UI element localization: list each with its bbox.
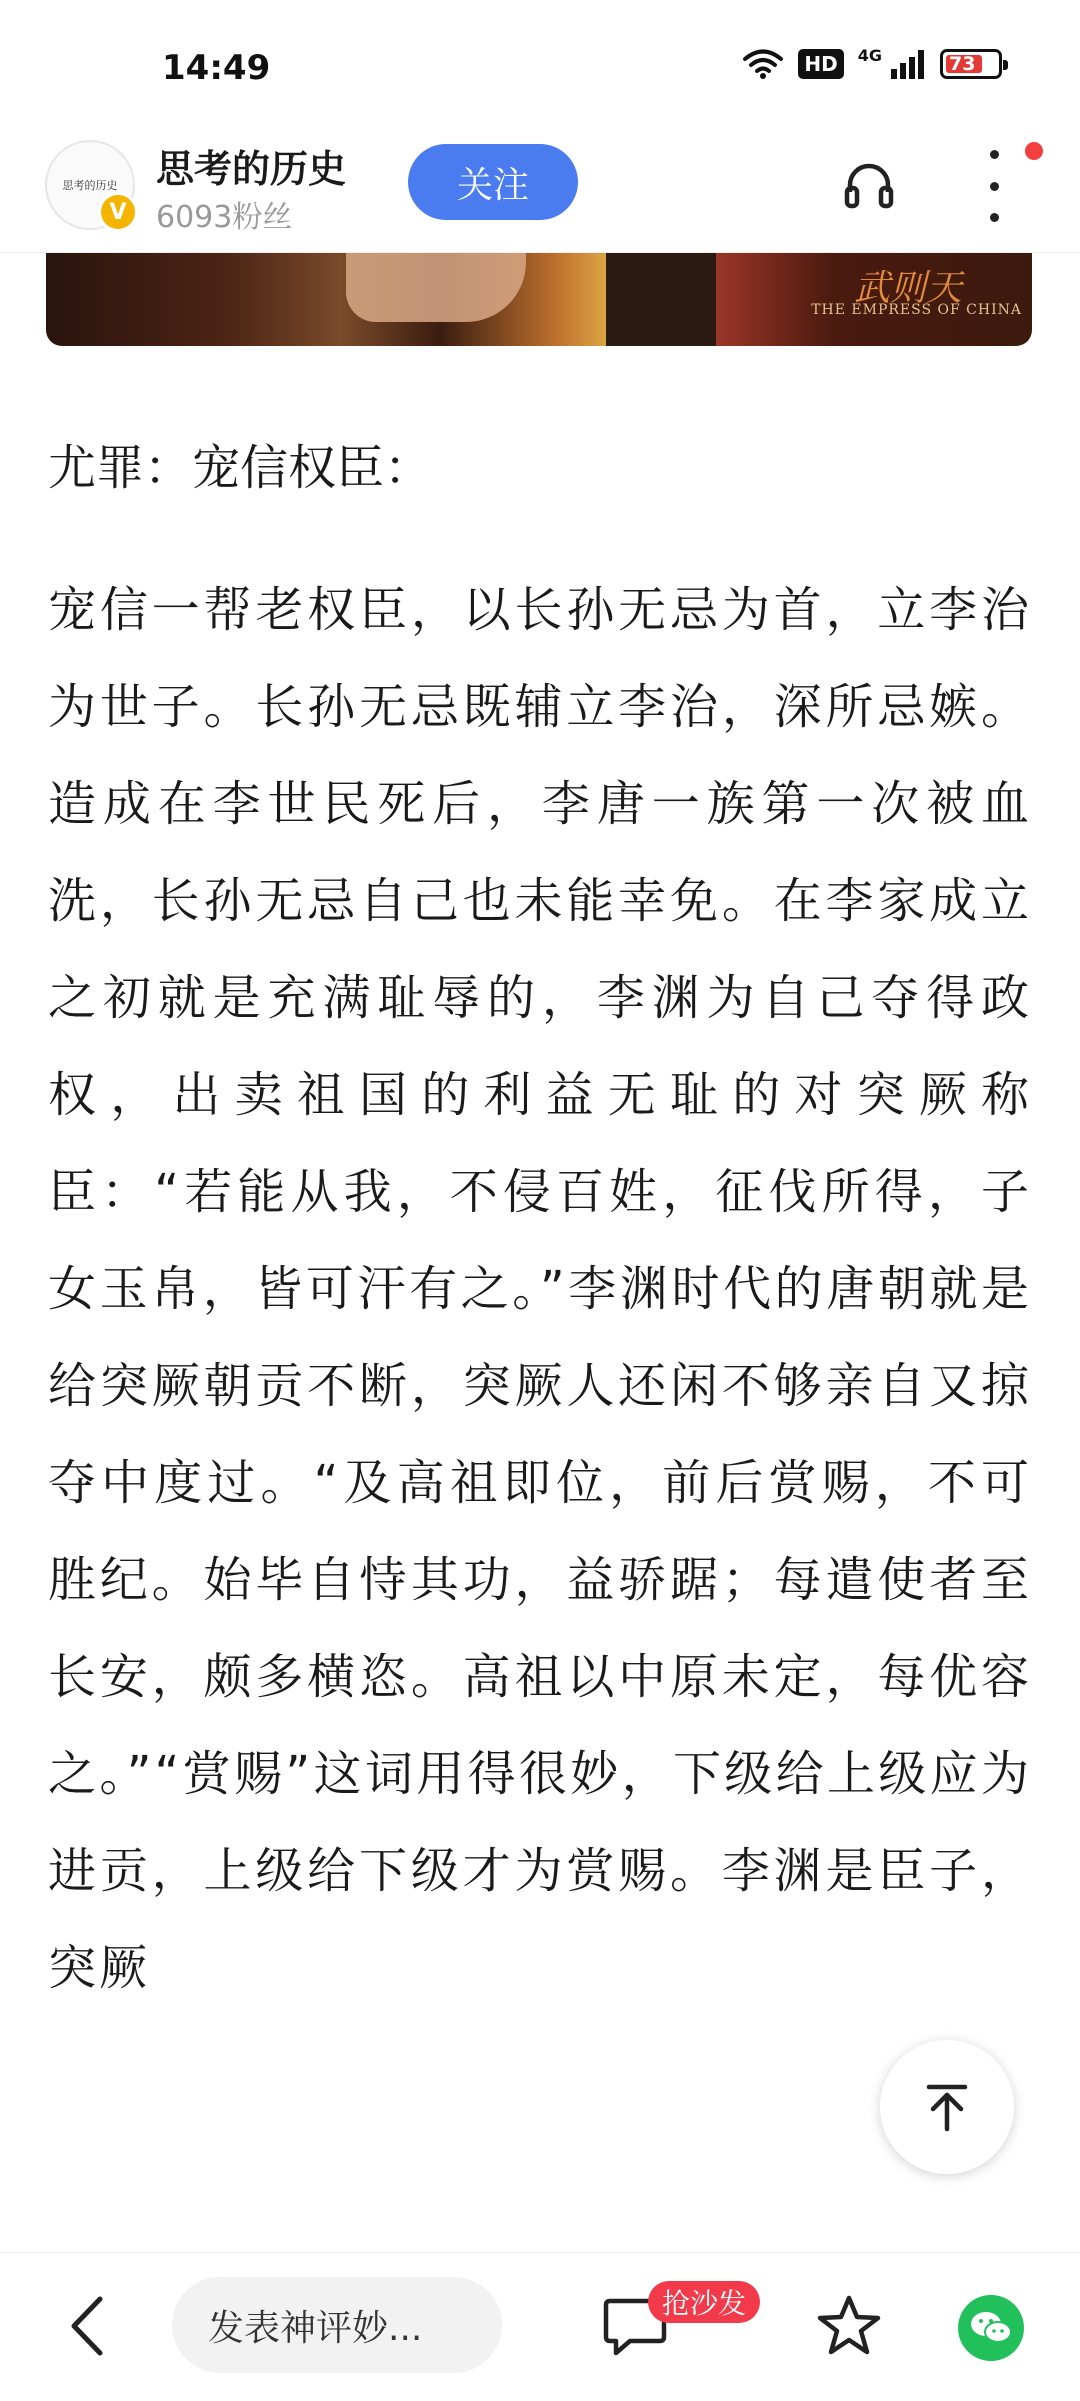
article-header [0, 140, 1080, 253]
article-body [48, 420, 1032, 2017]
headphone-icon[interactable] [842, 158, 896, 212]
article-paragraph: 宠信一帮老权臣，以长孙无忌为首，立李治为世子。长孙无忌既辅立李治，深所忌嫉。造成在李世民死后，李唐一族第一次被血洗，长孙无忌自己也未能幸免。在李家成立之初就是充满耻辱的，李渊为自己夺得政权，出卖祖国的利益无耻的对突厥称臣：“若能从我，不侵百姓，征伐所得，子女玉帛，皆可汗有之。”李渊时代的唐朝就是给突厥朝贡不断，突厥人还闲不够亲自又掠夺中度过。“及高祖即位，前后赏赐，不可胜纪。始毕自恃其功，益骄踞；每遣使者至长安，颇多横恣。高祖以中原未定，每优容之。”“赏赐”这词用得很妙，下级给上级应为进贡，上级给下级才为赏赐。李渊是臣子，突厥 [48, 582, 1032, 1996]
avatar-text: 思考的历史 [62, 179, 118, 192]
bottom-bar [0, 2252, 1080, 2401]
battery-icon [940, 49, 1002, 79]
article-image [46, 252, 1032, 346]
back-arrow-icon[interactable] [60, 2291, 120, 2361]
hd-badge: HD [798, 49, 843, 79]
image-caption-cn: 武则天 [853, 268, 962, 309]
follower-count: 6093粉丝 [156, 200, 293, 235]
status-icons [742, 45, 1002, 80]
arrow-up-icon [919, 2079, 975, 2135]
comment-placeholder: 发表神评妙... [208, 2307, 423, 2349]
back-to-top-button[interactable] [880, 2040, 1014, 2174]
sofa-badge: 抢沙发 [648, 2281, 760, 2323]
star-icon[interactable] [816, 2293, 882, 2359]
image-caption-en: THE EMPRESS OF CHINA [811, 302, 1022, 318]
network-type: 4G [857, 45, 882, 65]
section-heading: 尤罪：宠信权臣： [48, 440, 433, 496]
more-options-icon[interactable] [980, 150, 1008, 222]
author-name[interactable]: 思考的历史 [156, 147, 347, 191]
wechat-share-icon[interactable] [958, 2295, 1024, 2361]
follow-button[interactable]: 关注 [408, 144, 578, 220]
status-bar [0, 0, 1080, 140]
battery-level: 73 [949, 53, 976, 75]
signal-icon [890, 49, 926, 79]
wechat-glyph-icon [968, 2308, 1014, 2348]
notification-dot [1025, 142, 1043, 160]
verified-badge-icon: V [98, 192, 138, 232]
status-time: 14:49 [162, 48, 271, 88]
wifi-icon [742, 48, 784, 80]
comment-input[interactable] [172, 2277, 502, 2373]
